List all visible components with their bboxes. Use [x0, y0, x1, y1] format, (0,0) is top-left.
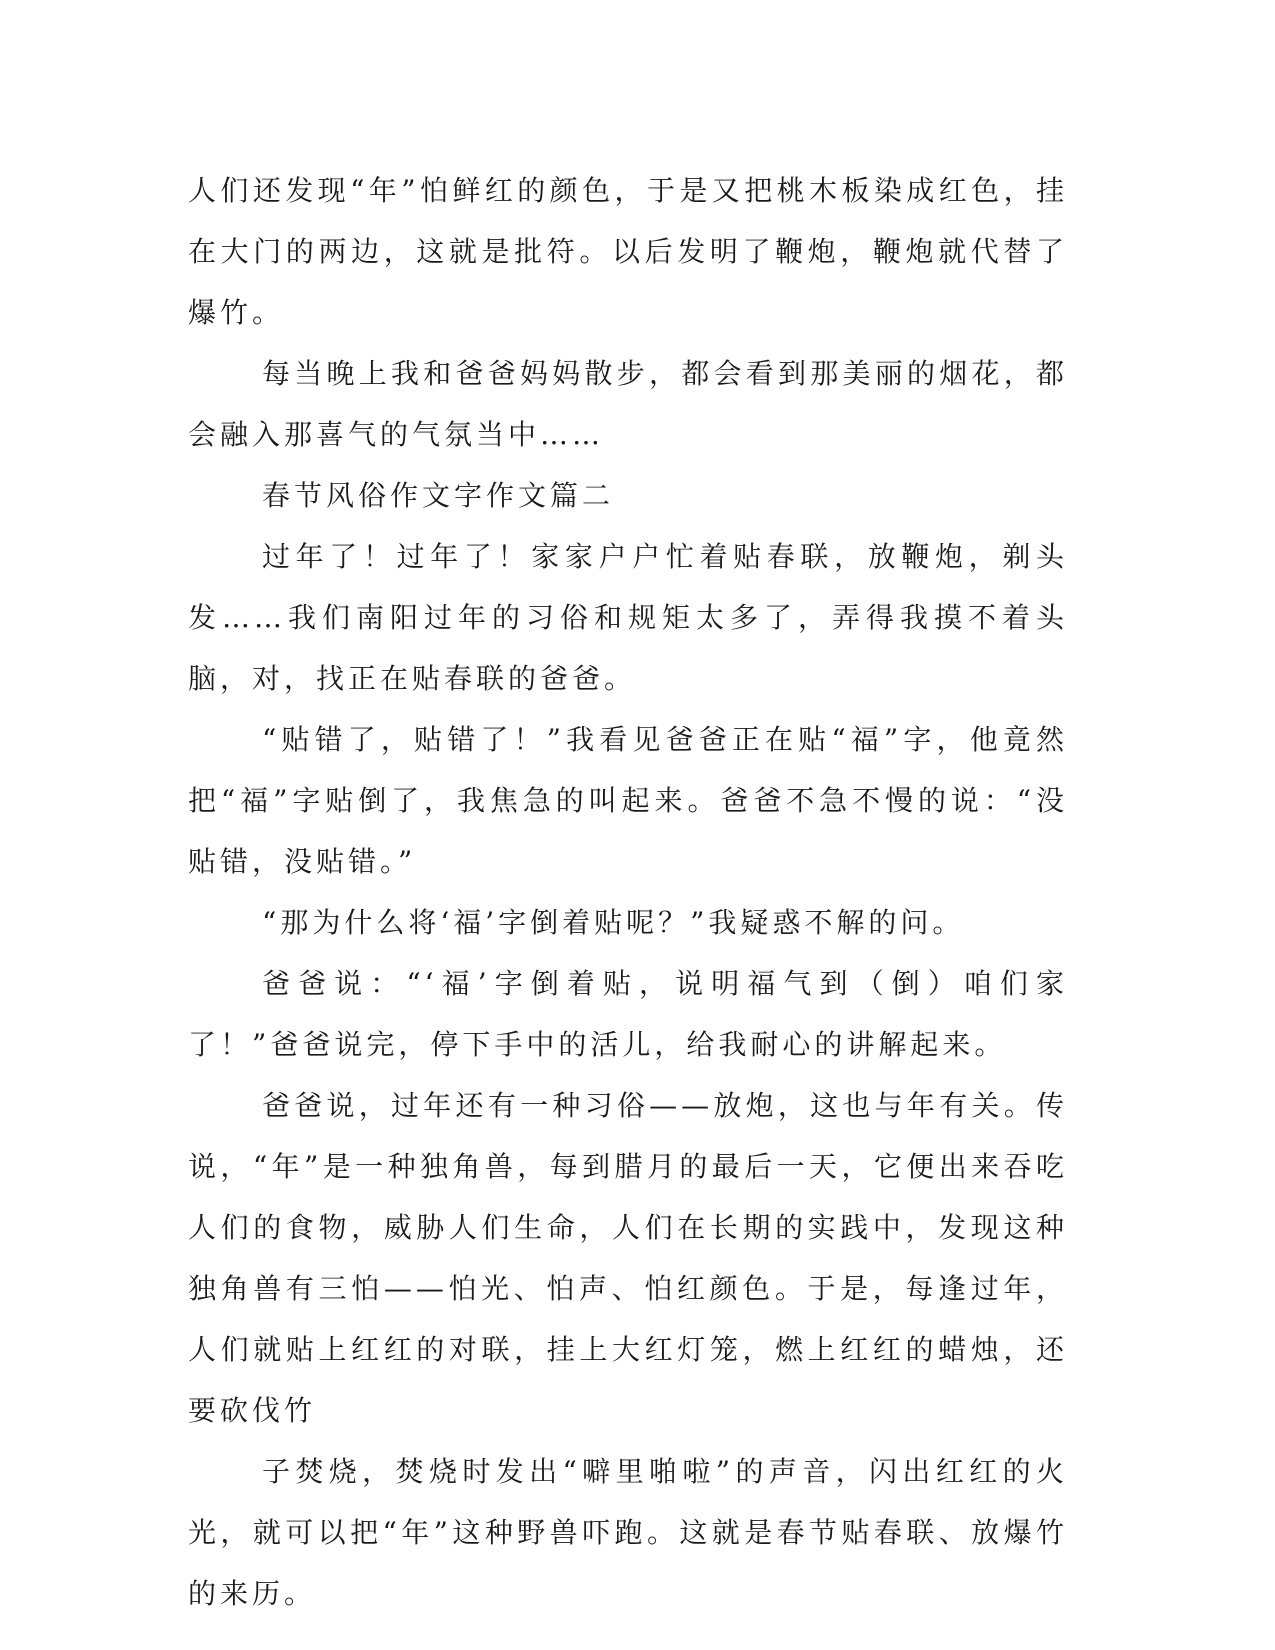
paragraph-2: 每当晚上我和爸爸妈妈散步，都会看到那美丽的烟花，都会融入那喜气的气氛当中……	[188, 357, 1068, 451]
paragraph-5: “贴错了，贴错了！”我看见爸爸正在贴“福”字，他竟然把“福”字贴倒了，我焦急的叫起来。爸爸不急不慢的说：“没贴错，没贴错。”	[188, 723, 1068, 878]
paragraph-8: 爸爸说，过年还有一种习俗——放炮，这也与年有关。传说，“年”是一种独角兽，每到腊月的最后一天，它便出来吞吃人们的食物，威胁人们生命，人们在长期的实践中，发现这种独角兽有三怕——怕光、怕声、怕红颜色。于是，每逢过年，人们就贴上红红的对联，挂上大红灯笼，燃上红红的蜡烛，还要砍伐竹	[188, 1089, 1068, 1427]
paragraph-7: 爸爸说：“‘福’字倒着贴，说明福气到（倒）咱们家了！”爸爸说完，停下手中的活儿，给我耐心的讲解起来。	[188, 967, 1068, 1061]
paragraph-4: 过年了！过年了！家家户户忙着贴春联，放鞭炮，剃头发……我们南阳过年的习俗和规矩太多了，弄得我摸不着头脑，对，找正在贴春联的爸爸。	[188, 540, 1068, 695]
section-heading: 春节风俗作文字作文篇二	[262, 479, 615, 512]
document-body	[188, 160, 1068, 1624]
paragraph-9: 子焚烧，焚烧时发出“噼里啪啦”的声音，闪出红红的火光，就可以把“年”这种野兽吓跑。这就是春节贴春联、放爆竹的来历。	[188, 1455, 1068, 1610]
paragraph-1: 人们还发现“年”怕鲜红的颜色，于是又把桃木板染成红色，挂在大门的两边，这就是批符。以后发明了鞭炮，鞭炮就代替了爆竹。	[188, 174, 1068, 329]
paragraph-6: “那为什么将‘福’字倒着贴呢？”我疑惑不解的问。	[262, 906, 965, 939]
